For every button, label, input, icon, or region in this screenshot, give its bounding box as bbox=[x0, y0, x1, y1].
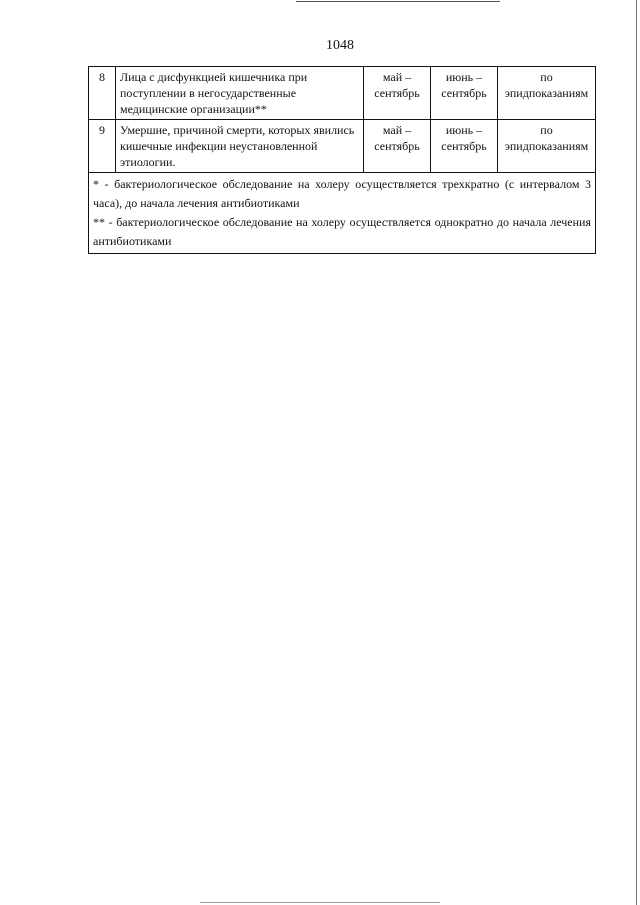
row-description: Лица с дисфункцией кишечника при поступлении в негосударственные медицинские организации** bbox=[116, 67, 364, 120]
footnotes-row bbox=[89, 173, 596, 254]
row-number: 8 bbox=[89, 67, 116, 120]
row-description: Умершие, причиной смерти, которых явились кишечные инфекции неустановленной этиологии. bbox=[116, 120, 364, 173]
footnote-double-star: ** - бактериологическое обследование на холеру осуществляется однократно до начала лечения антибиотиками bbox=[93, 215, 591, 248]
row-frequency: по эпидпоказаниям bbox=[498, 120, 596, 173]
row-period-1: май – сентябрь bbox=[364, 120, 431, 173]
footnotes-cell bbox=[89, 173, 596, 254]
scan-edge-bottom bbox=[200, 902, 440, 903]
table-row bbox=[89, 67, 596, 120]
scan-edge-top bbox=[296, 1, 500, 2]
examination-table bbox=[88, 66, 596, 254]
row-period-2: июнь – сентябрь bbox=[431, 120, 498, 173]
row-frequency: по эпидпоказаниям bbox=[498, 67, 596, 120]
row-period-1: май – сентябрь bbox=[364, 67, 431, 120]
row-period-2: июнь – сентябрь bbox=[431, 67, 498, 120]
scan-edge-right bbox=[636, 0, 637, 905]
page-number: 1048 bbox=[326, 38, 354, 53]
table-row bbox=[89, 120, 596, 173]
footnote-single-star: * - бактериологическое обследование на холеру осуществляется трехкратно (с интервалом 3 часа), до начала лечения антибиотиками bbox=[93, 177, 591, 210]
row-number: 9 bbox=[89, 120, 116, 173]
